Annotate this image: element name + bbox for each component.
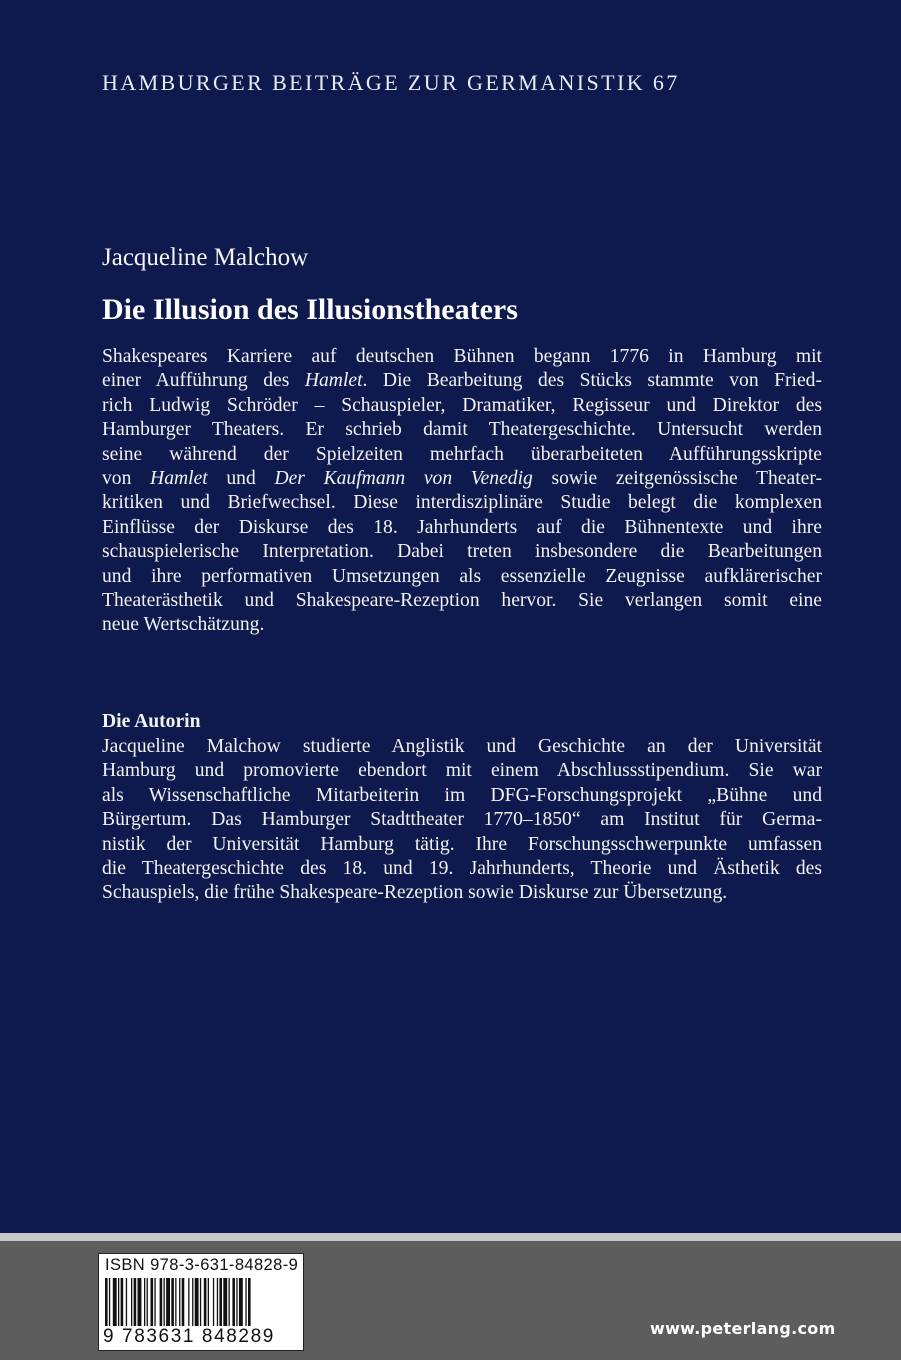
barcode-bar <box>138 1278 142 1326</box>
bio-line: Schauspiels, die frühe Shakespeare-Rezeption sowie Diskurse zur Übersetzung. <box>102 882 728 904</box>
barcode-bar <box>151 1278 154 1326</box>
blurb-line: neue Wertschätzung. <box>102 614 265 636</box>
blurb-line: kritiken und Briefwechsel. Diese interdisziplinäre Studie belegt die komplexen <box>102 492 822 514</box>
series-title: HAMBURGER BEITRÄGE ZUR GERMANISTIK 67 <box>102 70 680 95</box>
blurb-line: Einflüsse der Diskurse des 18. Jahrhunderts auf die Bühnentexte und ihre <box>102 516 822 538</box>
barcode-bar <box>182 1278 185 1326</box>
barcode-bar <box>217 1278 218 1326</box>
blurb-text <box>102 345 822 638</box>
barcode-bar <box>147 1278 148 1326</box>
barcode-bar <box>121 1278 124 1326</box>
blurb-line: Shakespeares Karriere auf deutschen Bühnen begann 1776 in Hamburg mit <box>102 346 822 367</box>
barcode-bar <box>204 1278 207 1326</box>
barcode-panel <box>98 1253 304 1351</box>
barcode-bar <box>105 1278 108 1326</box>
blurb-line: seine während der Spielzeiten mehrfach überarbeiteten Aufführungsskripte <box>102 443 822 465</box>
blurb-line: Theaterästhetik und Shakespeare-Rezeption hervor. Sie verlangen somit eine <box>102 590 822 612</box>
barcode-digits: 9 783631 848289 <box>103 1326 275 1347</box>
blurb-line: Hamburger Theaters. Er schrieb damit Theatergeschichte. Untersucht werden <box>102 419 822 441</box>
blurb-line: und ihre performativen Umsetzungen als essenzielle Zeugnisse aufklärerischer <box>102 565 822 587</box>
blurb-line: von Hamlet und Der Kaufmann von Venedig sowie zeitgenössische Theater- <box>102 468 822 490</box>
divider-strip <box>0 1233 901 1241</box>
bio-line: Hamburg und promovierte ebendort mit einem Abschlussstipendium. Sie war <box>102 760 822 782</box>
barcode-bar <box>239 1278 243 1326</box>
barcode-bar <box>171 1278 174 1326</box>
author-bio-heading: Die Autorin <box>102 711 201 732</box>
isbn-label: ISBN 978-3-631-84828-9 <box>105 1256 299 1274</box>
barcode-bar <box>223 1278 227 1326</box>
barcode-bars <box>105 1278 297 1326</box>
barcode-bar <box>219 1278 222 1326</box>
barcode-bar <box>154 1278 155 1326</box>
barcode-bar <box>131 1278 132 1326</box>
barcode-bar <box>248 1278 251 1326</box>
barcode-bar <box>192 1278 193 1326</box>
blurb-line: schauspielerische Interpretation. Dabei treten insbesondere die Bearbeitungen <box>102 541 822 563</box>
barcode-bar <box>126 1278 127 1326</box>
barcode-bar <box>200 1278 201 1326</box>
barcode-bar <box>160 1278 163 1326</box>
bio-line: Bürgertum. Das Hamburger Stadttheater 1770–1850“ am Institut für Germa- <box>102 809 822 831</box>
blurb-line: einer Aufführung des Hamlet. Die Bearbeitung des Stücks stammte von Fried- <box>102 370 822 392</box>
bio-line: als Wissenschaftliche Mitarbeiterin im DFG-Forschungsprojekt „Bühne und <box>102 784 822 806</box>
barcode-bar <box>134 1278 137 1326</box>
barcode-bar <box>175 1278 176 1326</box>
author-name: Jacqueline Malchow <box>102 244 309 271</box>
barcode-bar <box>245 1278 246 1326</box>
barcode-bar <box>109 1278 110 1326</box>
barcode-bar <box>179 1278 180 1326</box>
barcode-bar <box>164 1278 165 1326</box>
barcode-bar <box>195 1278 199 1326</box>
bio-line: die Theatergeschichte des 18. und 19. Jahrhunderts, Theorie und Ästhetik des <box>102 858 822 880</box>
barcode-bar <box>144 1278 145 1326</box>
barcode-bar <box>229 1278 230 1326</box>
bio-line: Jacqueline Malchow studierte Anglistik und Geschichte an der Universität <box>102 736 822 757</box>
barcode-bar <box>188 1278 189 1326</box>
author-bio-text <box>102 735 822 906</box>
bio-line: nistik der Universität Hamburg tätig. Ihre Forschungsschwerpunkte umfassen <box>102 833 822 855</box>
publisher-website: www.peterlang.com <box>650 1319 836 1338</box>
barcode-bar <box>213 1278 214 1326</box>
barcode-bar <box>236 1278 237 1326</box>
barcode-bar <box>208 1278 209 1326</box>
barcode-bar <box>232 1278 235 1326</box>
barcode-bar <box>118 1278 119 1326</box>
barcode-bar <box>113 1278 117 1326</box>
book-title: Die Illusion des Illusionstheaters <box>102 293 518 326</box>
blurb-line: rich Ludwig Schröder – Schauspieler, Dramatiker, Regisseur und Direktor des <box>102 394 822 416</box>
barcode-bar <box>166 1278 170 1326</box>
